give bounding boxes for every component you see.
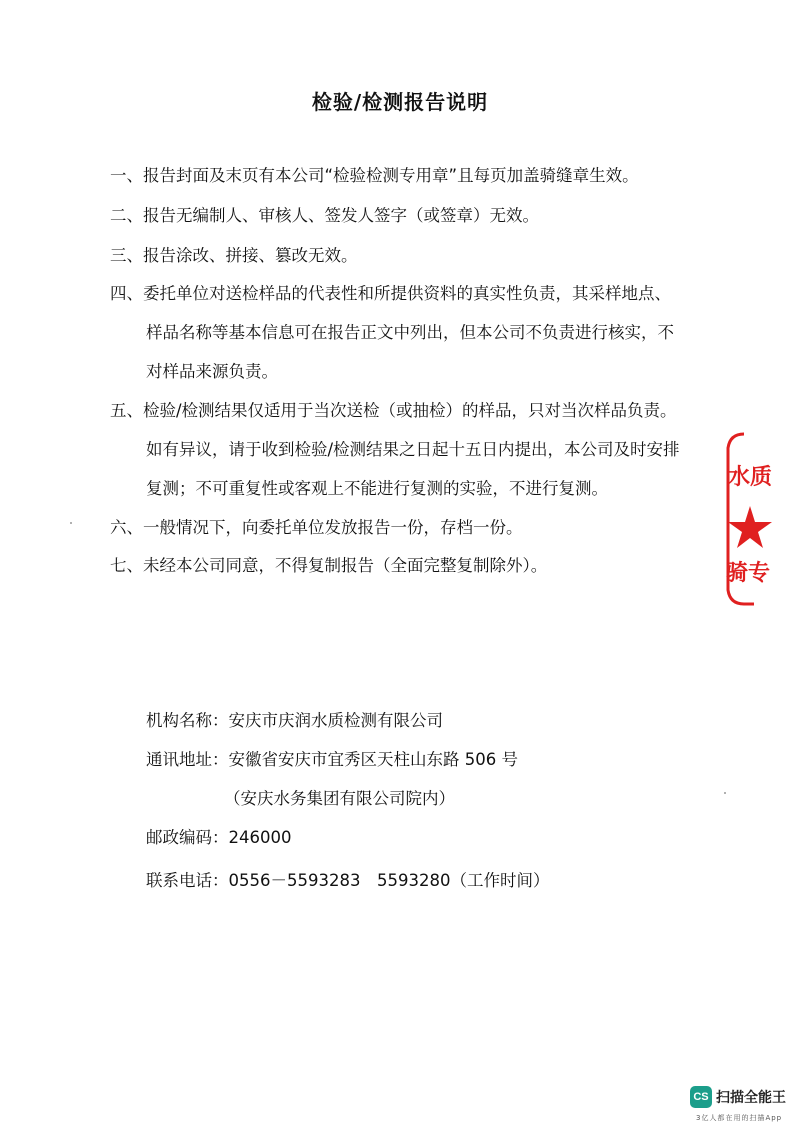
- clause-3: [110, 246, 710, 266]
- clause-5-line-3: 复测；不可重复性或客观上不能进行复测的实验，不进行复测。: [146, 479, 608, 498]
- phone-value: 0556－5593283 5593280（工作时间）: [228, 871, 550, 890]
- clause-4-text: 四、委托单位对送检样品的代表性和所提供资料的真实性负责，其采样地点、: [110, 284, 671, 303]
- clause-1-text: 一、报告封面及末页有本公司“检验检测专用章”且每页加盖骑缝章生效。: [110, 166, 639, 185]
- svg-text:骑专: 骑专: [726, 561, 771, 586]
- clause-5: [110, 401, 710, 421]
- clause-5-line-2: 如有异议，请于收到检验/检测结果之日起十五日内提出，本公司及时安排: [146, 440, 680, 459]
- clause-2: [110, 206, 710, 226]
- scan-speck: [724, 792, 726, 794]
- org-name-value: 安庆市庆润水质检测有限公司: [228, 711, 443, 730]
- scan-speck: [70, 522, 72, 524]
- clause-4: [110, 284, 710, 304]
- zip-value: 246000: [228, 828, 292, 847]
- clause-5-text: 五、检验/检测结果仅适用于当次送检（或抽检）的样品，只对当次样品负责。: [110, 401, 677, 420]
- org-name-label: 机构名称：: [146, 711, 229, 730]
- seal-stamp-graphic: [722, 428, 792, 608]
- seal-stamp: [722, 428, 792, 608]
- clause-3-text: 三、报告涂改、拼接、篡改无效。: [110, 246, 358, 265]
- svg-text:水质: 水质: [728, 465, 773, 490]
- address-row: [146, 750, 518, 770]
- org-name-row: [146, 711, 443, 731]
- clause-6-text: 六、一般情况下，向委托单位发放报告一份，存档一份。: [110, 518, 523, 537]
- clause-7-text: 七、未经本公司同意，不得复制报告（全面完整复制除外）。: [110, 556, 548, 575]
- zip-row: [146, 828, 292, 848]
- camscanner-watermark: [690, 1086, 800, 1126]
- clause-6: [110, 518, 710, 538]
- clause-1: [110, 166, 710, 186]
- address-label: 通讯地址：: [146, 750, 229, 769]
- phone-label: 联系电话：: [146, 871, 229, 890]
- clause-7: [110, 556, 710, 576]
- document-title: 检验/检测报告说明: [311, 90, 489, 114]
- clause-2-text: 二、报告无编制人、审核人、签发人签字（或签章）无效。: [110, 206, 539, 225]
- watermark-subtitle: 3亿人都在用的扫描App: [696, 1114, 783, 1122]
- clause-4-line-2: 样品名称等基本信息可在报告正文中列出，但本公司不负责进行核实，不: [146, 323, 674, 342]
- clause-4-line-3: 对样品来源负责。: [146, 362, 278, 381]
- phone-row: [146, 871, 549, 891]
- address-note: （安庆水务集团有限公司院内）: [224, 789, 455, 808]
- address-value: 安徽省安庆市宜秀区天柱山东路 506 号: [228, 750, 518, 769]
- zip-label: 邮政编码：: [146, 828, 229, 847]
- camscanner-logo-icon: CS: [690, 1086, 712, 1108]
- watermark-name: 扫描全能王: [716, 1090, 786, 1106]
